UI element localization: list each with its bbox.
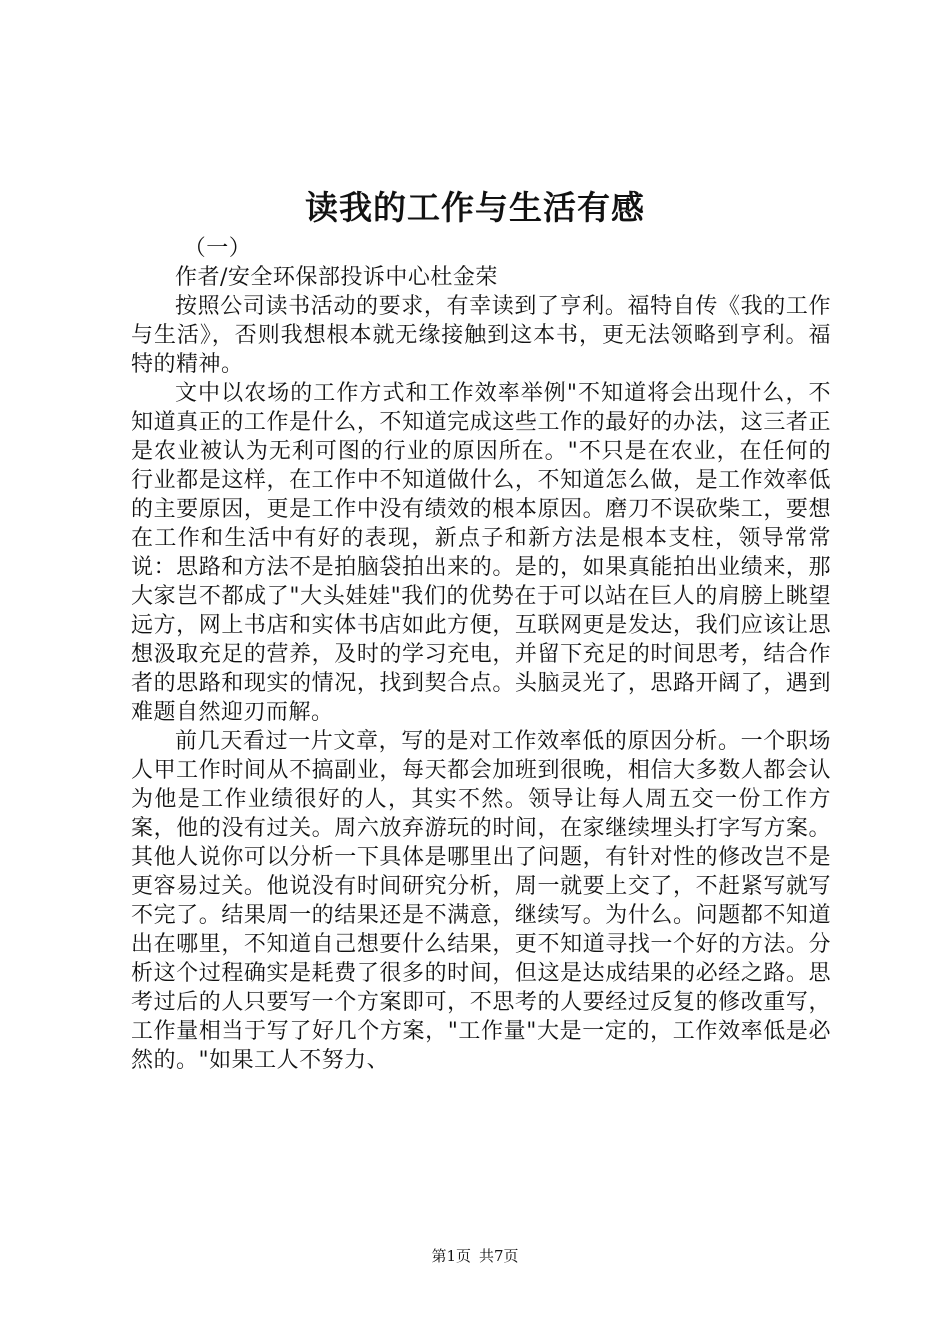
document-title: 读我的工作与生活有感 xyxy=(305,188,645,227)
author-line: 作者/安全环保部投诉中心杜金荣 xyxy=(175,265,498,290)
paragraph: 文中以农场的工作方式和工作效率举例"不知道将会出现什么，不知道真正的工作是什么，不知道完成这些工作的最好的办法，这三者正是农业被认为无利可图的行业的原因所在。"不只是在农业，在任何的行业都是这样，在工作中不知道做什么，不知道怎么做，是工作效率低的主要原因，更是工作中没有绩效的根本原因。磨刀不误砍柴工，要想在工作和生活中有好的表现，新点子和新方法是根本支柱，领导常常说：思路和方法不是拍脑袋拍出来的。是的，如果真能拍出业绩来，那大家岂不都成了"大头娃娃"我们的优势在于可以站在巨人的肩膀上眺望远方，网上书店和实体书店如此方便，互联网更是发达，我们应该让思想汲取充足的营养，及时的学习充电，并留下充足的时间思考，结合作者的思路和现实的情况，找到契合点。头脑灵光了，思路开阔了，遇到难题自然迎刃而解。 xyxy=(131,381,831,725)
paragraph: 按照公司读书活动的要求，有幸读到了亨利。福特自传《我的工作与生活》，否则我想根本就无缘接触到这本书，更无法领略到亨利。福特的精神。 xyxy=(131,294,831,377)
section-label: （一） xyxy=(183,236,252,261)
paragraph: 前几天看过一片文章，写的是对工作效率低的原因分析。一个职场人甲工作时间从不搞副业，每天都会加班到很晚，相信大多数人都会认为他是工作业绩很好的人，其实不然。领导让每人周五交一份工作方案，他的没有过关。周六放弃游玩的时间，在家继续埋头打字写方案。其他人说你可以分析一下具体是哪里出了问题，有针对性的修改岂不是更容易过关。他说没有时间研究分析，周一就要上交了，不赶紧写就写不完了。结果周一的结果还是不满意，继续写。为什么。问题都不知道出在哪里，不知道自己想要什么结果，更不知道寻找一个好的方法。分析这个过程确实是耗费了很多的时间，但这是达成结果的必经之路。思考过后的人只要写一个方案即可，不思考的人要经过反复的修改重写，工作量相当于写了好几个方案，"工作量"大是一定的，工作效率低是必然的。"如果工人不努力、 xyxy=(131,729,831,1073)
document-body xyxy=(131,234,831,1075)
page-footer xyxy=(0,1246,950,1266)
page-total: 共7页 xyxy=(479,1247,519,1265)
page-number: 第1页 xyxy=(431,1247,471,1265)
